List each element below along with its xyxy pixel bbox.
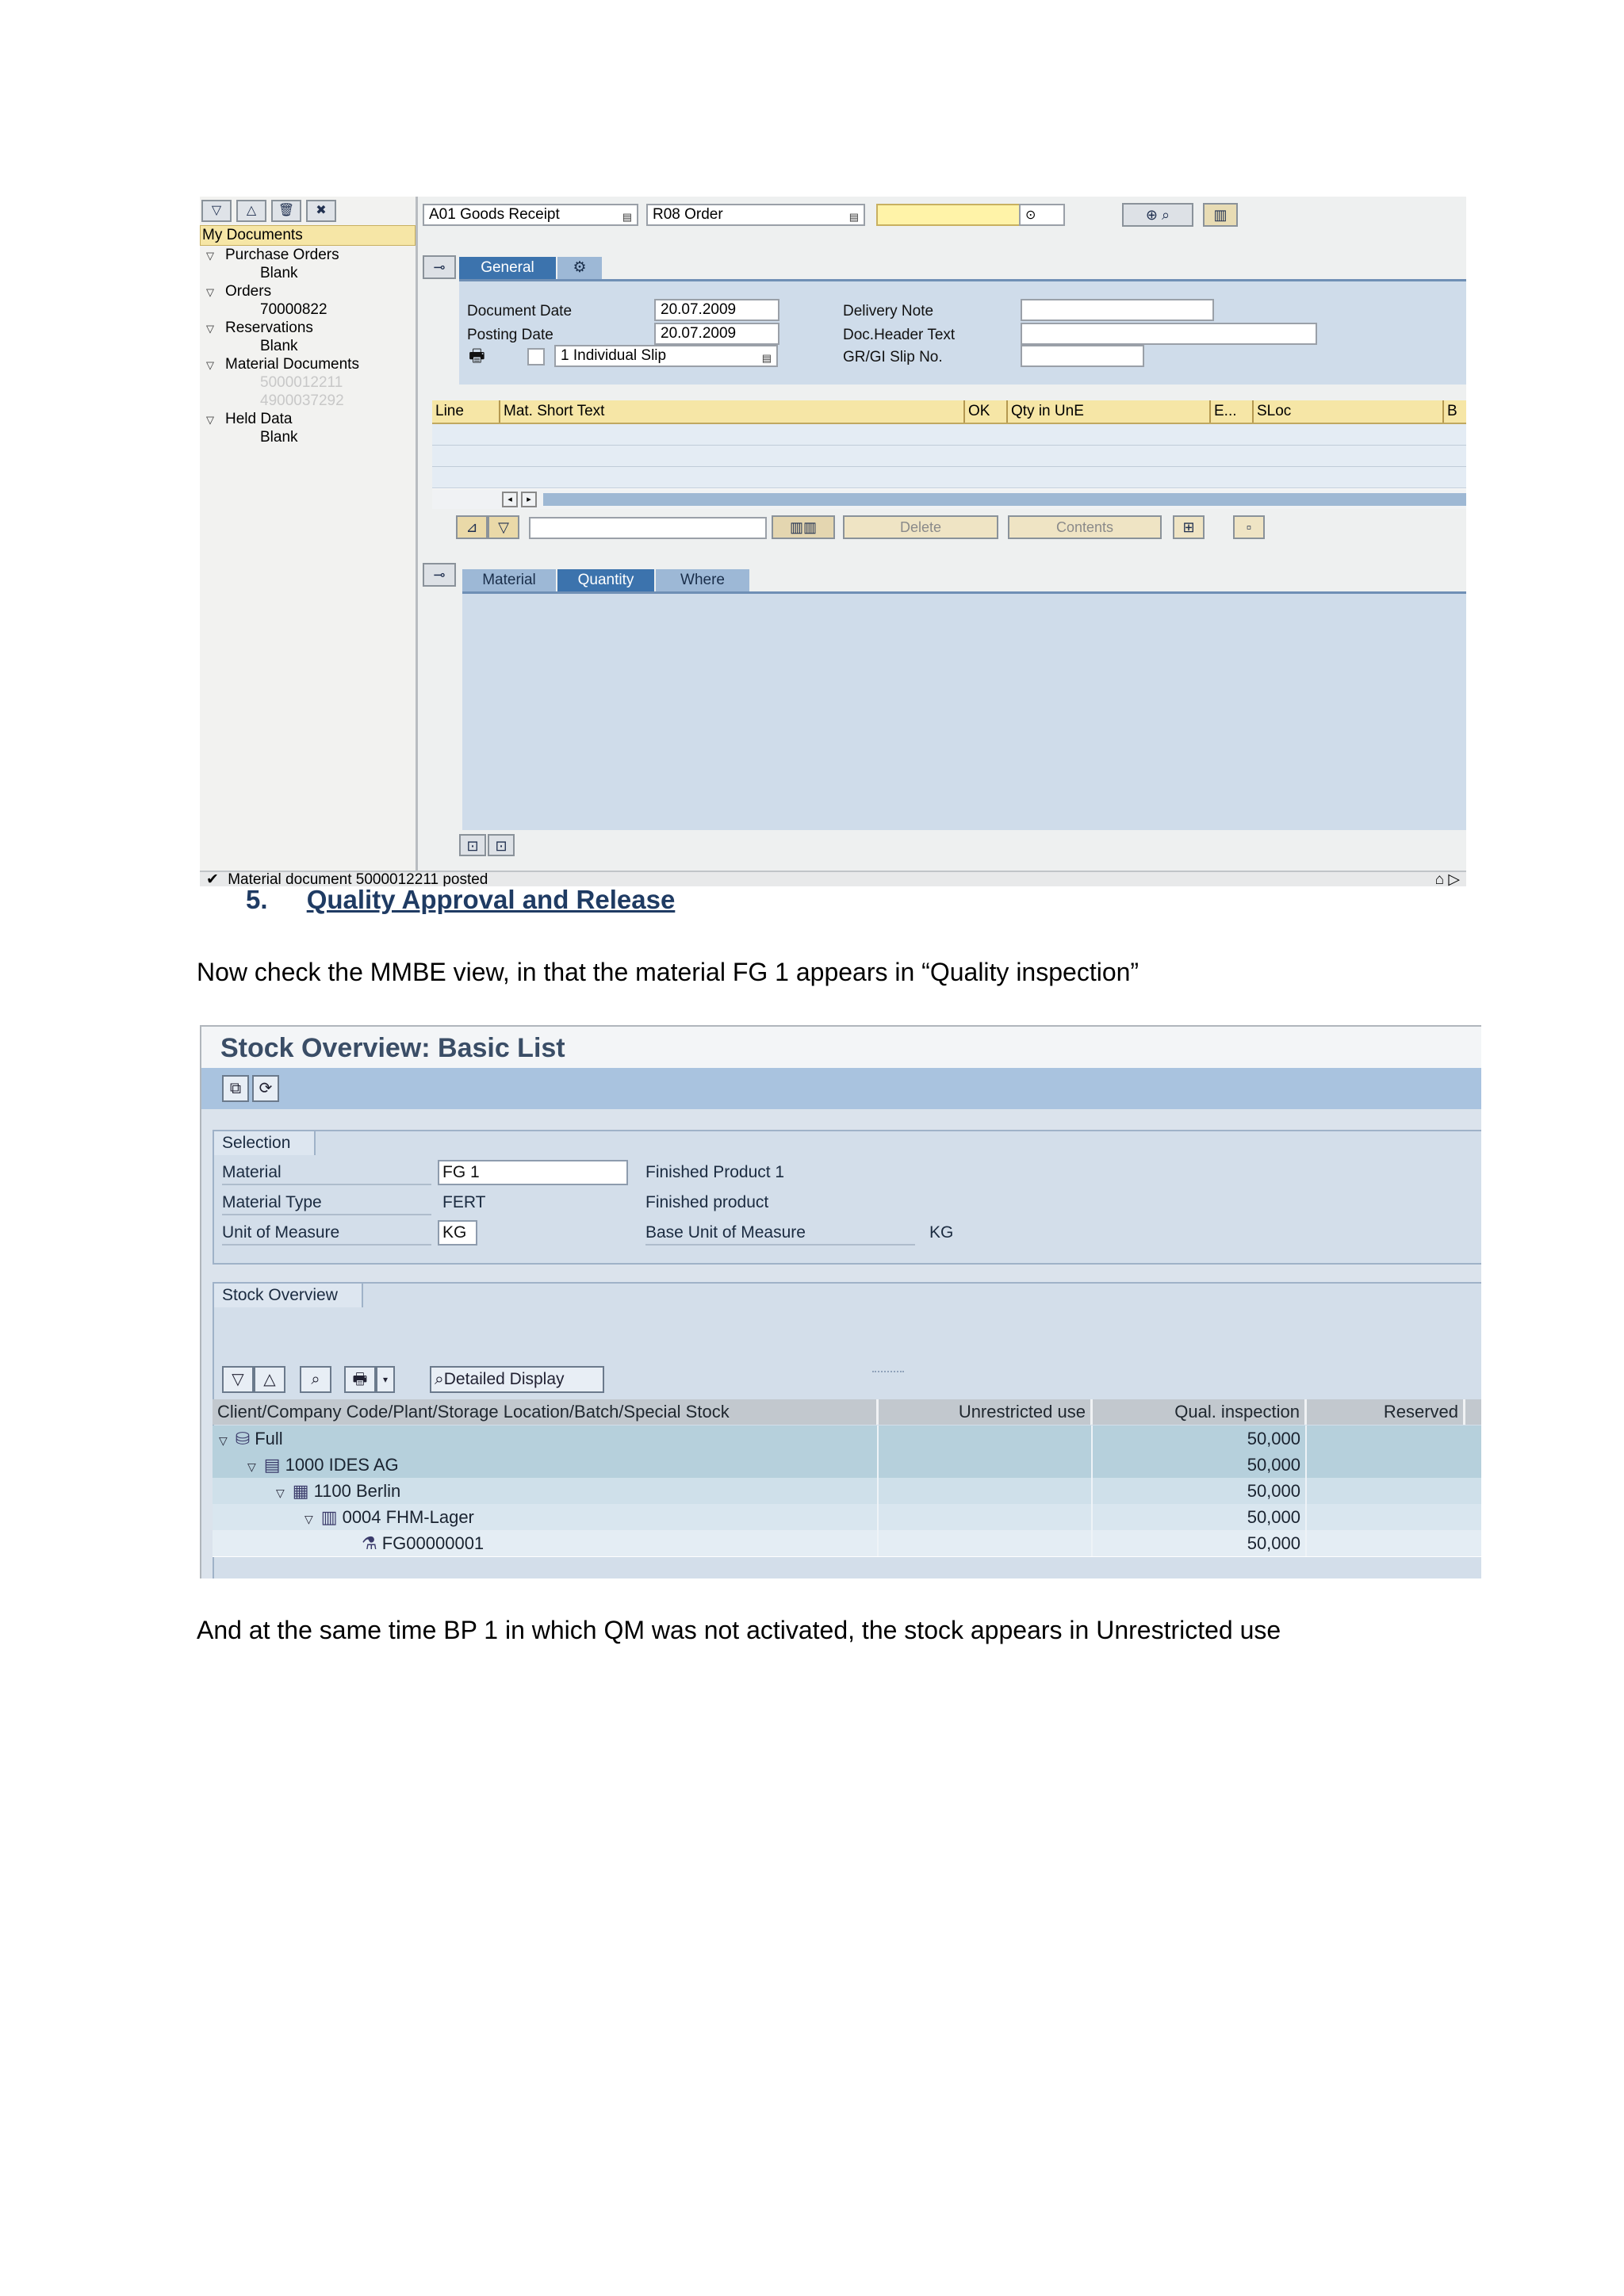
material-description: Finished Product 1 [645, 1163, 785, 1181]
grid-row[interactable] [432, 424, 1466, 446]
tab-general[interactable]: General [459, 257, 556, 279]
status-message: Material document 5000012211 posted [228, 871, 488, 886]
delivery-note-input[interactable] [1021, 299, 1214, 321]
document-overview-panel [200, 197, 418, 871]
nav-label: Reservations [225, 320, 313, 336]
scroll-left-icon[interactable]: ◂ [502, 492, 518, 507]
reserved-cell [1307, 1504, 1465, 1530]
unrestricted-cell [879, 1452, 1093, 1478]
search-help-icon: ⊙ [1025, 209, 1036, 222]
reference-select[interactable] [646, 204, 865, 226]
selection-group [213, 1130, 1481, 1265]
qual-inspection-cell: 50,000 [1247, 1429, 1300, 1448]
grid-nav-button[interactable] [772, 515, 835, 539]
slip-type-select[interactable] [554, 345, 778, 367]
nav-folder[interactable]: ▽ Reservations [206, 320, 313, 336]
delete-button[interactable] [843, 515, 998, 539]
nav-item[interactable]: 5000012211 [260, 374, 343, 391]
nav-folder[interactable]: ▽ Material Documents [206, 356, 359, 373]
settings-icon: ⚙ [573, 259, 587, 276]
sort-icon: ⊿ [465, 519, 478, 535]
stock-row-label: 1000 IDES AG [285, 1455, 399, 1475]
delete-icon[interactable]: 🗑 [271, 200, 301, 222]
dropdown-icon: ▤ [848, 211, 859, 223]
column-separator [1305, 1452, 1307, 1478]
stock-row-label-cell [219, 1425, 283, 1452]
print-checkbox[interactable] [527, 348, 545, 365]
qual-inspection-cell: 50,000 [1247, 1507, 1300, 1527]
expand-all-icon[interactable]: ▽ [201, 200, 232, 222]
close-icon[interactable]: ✖ [306, 200, 336, 222]
header-toggle-button[interactable] [423, 255, 456, 279]
expand-node-icon[interactable]: ▽ [276, 1487, 285, 1499]
material-type-description: Finished product [645, 1193, 769, 1211]
grid-extra-button[interactable] [1173, 515, 1205, 539]
column-separator [877, 1452, 879, 1478]
batch-icon: ⚗ [362, 1533, 377, 1553]
material-input[interactable]: FG 1 [438, 1160, 628, 1185]
doc-header-text-label: Doc.Header Text [843, 327, 956, 343]
delivery-note-label: Delivery Note [843, 303, 934, 320]
nav-folder[interactable]: ▽ Held Data [206, 411, 293, 427]
qual-inspection-cell: 50,000 [1247, 1481, 1300, 1501]
status-bar [200, 871, 1466, 886]
stock-row[interactable] [213, 1530, 1481, 1557]
detail-next-button[interactable] [488, 834, 515, 856]
expand-node-icon[interactable]: ▽ [247, 1460, 256, 1473]
search-help-button[interactable] [1019, 204, 1065, 226]
stock-overview-title: Stock Overview [214, 1284, 363, 1307]
col-hierarchy[interactable]: Client/Company Code/Plant/Storage Location/Batch/Special Stock [213, 1399, 879, 1425]
refresh-button[interactable] [252, 1075, 279, 1102]
grid-help-button[interactable] [1233, 515, 1265, 539]
document-date-label: Document Date [467, 303, 573, 320]
stock-row[interactable] [213, 1504, 1481, 1531]
migo-screenshot [200, 197, 1466, 886]
col-mat-short-text[interactable]: Mat. Short Text [499, 400, 963, 423]
uom-label: Unit of Measure [222, 1222, 431, 1246]
column-separator [1091, 1425, 1093, 1452]
col-unrestricted[interactable]: Unrestricted use [879, 1399, 1093, 1425]
expand-node-icon[interactable]: ▽ [219, 1434, 228, 1447]
tab-more[interactable] [557, 257, 602, 279]
qual-inspection-cell: 50,000 [1247, 1455, 1300, 1475]
grid-header [432, 400, 1466, 424]
status-bar-menu-icon[interactable]: ⌂ ▷ [1434, 871, 1460, 886]
execute-icon: ⊕ ⌕ [1145, 207, 1170, 223]
unrestricted-cell [879, 1504, 1093, 1530]
client-icon: ⛁ [235, 1429, 251, 1448]
nav-label: Held Data [225, 411, 293, 427]
uom-input[interactable]: KG [438, 1220, 477, 1246]
detailed-display-icon: ⌕ [435, 1370, 444, 1388]
reserved-cell [1307, 1425, 1465, 1452]
header-panel [459, 279, 1466, 385]
expand-all-icon[interactable]: ▽ [222, 1366, 254, 1393]
success-icon: ✔ [206, 871, 219, 886]
collapse-all-icon[interactable]: △ [236, 200, 266, 222]
prev-icon: ⊡ [466, 838, 479, 854]
column-separator [1305, 1425, 1307, 1452]
nav-item[interactable]: 4900037292 [260, 392, 344, 409]
column-separator [877, 1504, 879, 1530]
action-value: A01 Goods Receipt [429, 206, 560, 223]
column-separator [1305, 1478, 1307, 1504]
tab-quantity[interactable]: Quantity [557, 569, 654, 591]
column-separator [877, 1425, 879, 1452]
refresh-icon: ⟳ [259, 1080, 273, 1097]
unrestricted-cell [879, 1530, 1093, 1556]
grid-row[interactable] [432, 446, 1466, 467]
screen-title: Stock Overview: Basic List [220, 1033, 565, 1063]
print-dropdown-icon[interactable]: ▾ [376, 1366, 395, 1393]
stock-row-label: Full [255, 1429, 283, 1448]
unrestricted-cell [879, 1478, 1093, 1504]
section-heading [246, 885, 675, 915]
stock-row-label: FG00000001 [381, 1533, 485, 1553]
column-separator [1091, 1504, 1093, 1530]
scroll-right-icon[interactable]: ▸ [521, 492, 537, 507]
stock-row-label: 0004 FHM-Lager [342, 1507, 474, 1527]
col-b[interactable]: B [1442, 400, 1466, 423]
reference-value: R08 Order [653, 206, 723, 223]
stock-row[interactable] [213, 1478, 1481, 1505]
column-separator [877, 1530, 879, 1556]
detailed-display-button[interactable] [430, 1366, 604, 1393]
posting-date-field[interactable]: 20.07.2009 [654, 323, 779, 345]
paragraph-bp1: And at the same time BP 1 in which QM was not activated, the stock appears in Unrestricted use [197, 1616, 1281, 1644]
hold-button[interactable] [1203, 203, 1238, 227]
nav-item[interactable]: Blank [260, 429, 298, 446]
splitter-handle[interactable] [872, 1371, 904, 1376]
toggle-icon: ⊸ [433, 567, 446, 583]
my-documents-header: My Documents [200, 225, 416, 246]
material-type-value: FERT [442, 1193, 486, 1211]
material-type-label: Material Type [222, 1192, 431, 1215]
stock-row-label-cell [247, 1452, 399, 1478]
detail-prev-button[interactable] [459, 834, 486, 856]
expand-node-icon[interactable]: ▽ [304, 1513, 313, 1525]
print-icon[interactable]: 🖶 [344, 1366, 376, 1393]
extra-icon: ⊞ [1182, 519, 1195, 535]
paragraph-mmbe: Now check the MMBE view, in that the material FG 1 appears in “Quality inspection” [197, 958, 1139, 986]
nav-toolbar [200, 197, 416, 225]
toggle-icon: ⊸ [433, 259, 446, 275]
order-number-input[interactable] [876, 204, 1021, 226]
grid-sort-button[interactable] [456, 515, 488, 539]
nav-icon: ▥▥ [789, 519, 817, 535]
column-separator [1091, 1478, 1093, 1504]
stock-row[interactable] [213, 1425, 1481, 1452]
nav-item[interactable]: Blank [260, 265, 298, 281]
hold-icon: ▥ [1213, 207, 1228, 223]
contents-label: Contents [1055, 519, 1114, 535]
next-icon: ⊡ [495, 838, 508, 854]
col-sloc[interactable]: SLoc [1252, 400, 1442, 423]
stock-row-label: 1100 Berlin [313, 1481, 401, 1501]
other-material-button[interactable] [222, 1075, 249, 1102]
stock-table-header [213, 1399, 1481, 1425]
col-ok[interactable]: OK [963, 400, 1006, 423]
nav-label: Orders [225, 283, 272, 300]
base-uom-value: KG [929, 1223, 954, 1242]
stock-row[interactable] [213, 1452, 1481, 1479]
grid-filter-button[interactable] [488, 515, 519, 539]
column-separator [1091, 1452, 1093, 1478]
grid-scrollbar[interactable] [432, 490, 1466, 509]
tab-material[interactable]: Material [462, 569, 556, 591]
reserved-cell [1307, 1452, 1465, 1478]
nav-item[interactable]: Blank [260, 338, 298, 354]
detail-panel [462, 591, 1466, 830]
find-icon[interactable]: ⌕ [300, 1366, 331, 1393]
stock-row-label-cell [276, 1478, 400, 1504]
nav-tree [200, 246, 416, 446]
col-line[interactable]: Line [435, 403, 464, 419]
detail-toggle-button[interactable] [423, 563, 456, 587]
document-date-field[interactable]: 20.07.2009 [654, 299, 779, 321]
nav-item[interactable]: 70000822 [260, 301, 327, 318]
contents-button[interactable] [1008, 515, 1162, 539]
title-bar [201, 1027, 1481, 1068]
execute-search-button[interactable] [1122, 203, 1193, 227]
section-number: 5. [246, 885, 268, 914]
print-icon[interactable]: 🖶 [469, 346, 485, 365]
stock-row-label-cell [362, 1530, 484, 1556]
col-e[interactable]: E... [1209, 400, 1252, 423]
application-toolbar [201, 1068, 1481, 1109]
grid-row[interactable] [432, 467, 1466, 488]
nav-folder[interactable]: ▽ Purchase Orders [206, 247, 339, 263]
collapse-all-icon[interactable]: △ [254, 1366, 285, 1393]
filter-icon: ▽ [498, 519, 509, 535]
tab-where[interactable]: Where [656, 569, 749, 591]
help-icon: ▫ [1246, 519, 1252, 535]
col-reserved[interactable]: Reserved [1307, 1399, 1465, 1425]
col-qty-une[interactable]: Qty in UnE [1006, 400, 1209, 423]
column-separator [877, 1478, 879, 1504]
dropdown-icon: ▤ [761, 352, 772, 364]
plant-icon: ▦ [292, 1481, 309, 1501]
reserved-cell [1307, 1530, 1465, 1556]
col-qual-inspection[interactable]: Qual. inspection [1093, 1399, 1307, 1425]
company-icon: ▤ [263, 1455, 281, 1475]
base-uom-label: Base Unit of Measure [645, 1222, 915, 1246]
scroll-thumb[interactable] [543, 493, 1466, 506]
mmbe-screenshot [200, 1025, 1481, 1578]
detailed-display-label: Detailed Display [443, 1370, 565, 1388]
nav-folder[interactable]: ▽ Orders [206, 283, 272, 300]
unrestricted-cell [879, 1425, 1093, 1452]
dropdown-icon: ▤ [622, 211, 632, 223]
qual-inspection-cell: 50,000 [1247, 1533, 1300, 1553]
posting-date-label: Posting Date [467, 327, 553, 343]
gr-gi-slip-input[interactable] [1021, 345, 1144, 367]
item-grid [432, 400, 1466, 489]
doc-header-text-input[interactable] [1021, 323, 1317, 345]
storage-location-icon: ▥ [320, 1507, 338, 1527]
migo-main [418, 197, 1466, 871]
grid-search-input[interactable] [529, 517, 767, 539]
section-title: Quality Approval and Release [306, 885, 676, 914]
column-separator [1305, 1530, 1307, 1556]
stock-row-label-cell [304, 1504, 474, 1530]
material-label: Material [222, 1161, 431, 1185]
slip-type-value: 1 Individual Slip [561, 347, 667, 364]
delete-label: Delete [899, 519, 942, 535]
column-separator [1091, 1530, 1093, 1556]
nav-label: Purchase Orders [225, 247, 339, 263]
selection-title: Selection [214, 1131, 316, 1155]
action-select[interactable] [423, 204, 638, 226]
nav-label: Material Documents [225, 356, 359, 373]
column-separator [1305, 1504, 1307, 1530]
gr-gi-slip-label: GR/GI Slip No. [843, 349, 943, 365]
reserved-cell [1307, 1478, 1465, 1504]
other-material-icon: ⧉ [229, 1080, 242, 1097]
stock-table [213, 1399, 1481, 1566]
